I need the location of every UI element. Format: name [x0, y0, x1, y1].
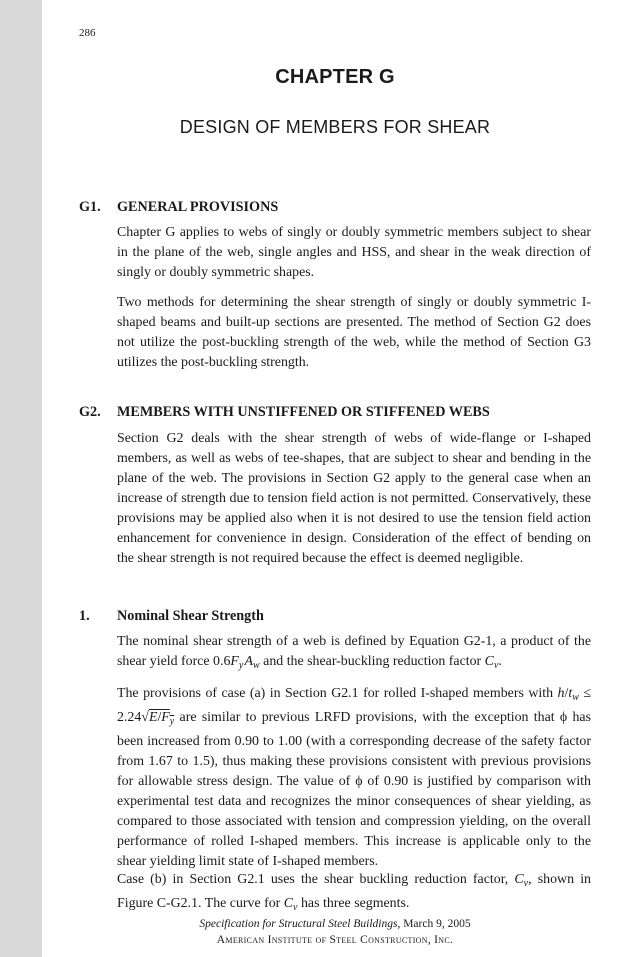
paragraph: The nominal shear strength of a web is defined by Equation G2-1, a product of the shear yield force $0.6F_y$ $A_w$ and the shear-buckling reduction factor $C_v$. — [117, 634, 591, 671]
spec-title: Specification for Structural Steel Buildings, — [199, 918, 401, 930]
page-gutter — [0, 0, 42, 957]
chapter-subtitle: DESIGN OF MEMBERS FOR SHEAR — [179, 117, 491, 137]
section-title: Nominal Shear Strength — [117, 608, 264, 624]
paragraph: Two methods for determining the shear strength of singly or doubly symmetric I-shaped beams and built-up sections are presented. The method of Section G2 does not utilize the post-buckling strength of the web, while the method of Section G3 utilizes the post-buckling strength. — [117, 295, 591, 370]
subsection-heading-1 — [79, 608, 264, 625]
footer-org: American Institute of Steel Construction, Inc. — [216, 934, 454, 946]
text-run: The nominal shear strength of a web is defined by Equation G2-1, a product of the shear yield force 0.6 — [117, 634, 591, 669]
section-number: G1. — [79, 199, 101, 215]
section-title: MEMBERS WITH UNSTIFFENED OR STIFFENED WEBS — [117, 404, 490, 420]
section-number: G2. — [79, 404, 101, 420]
page-number: 286 — [79, 27, 96, 39]
paragraph: Section G2 deals with the shear strength of webs of wide-flange or I-shaped members, as well as webs of tee-shapes, that are subject to shear and bending in the plane of the web. The provisions in Section G2 apply to the general case when an increase of strength due to tension field action is not permitted. Conservatively, these provisions may be applied also when it is not desired to use the tension field action enhancement for convenience in design. Consideration of the effect of bending on the shear strength is not required because the effect is deemed negligible. — [117, 431, 591, 566]
chapter-title: CHAPTER G — [275, 66, 395, 88]
section-heading-g2 — [79, 404, 490, 421]
text-run: , shown in Figure C-G2.1. The curve for — [117, 872, 591, 911]
spec-date: March 9, 2005 — [400, 918, 471, 930]
text-run: are similar to previous LRFD provisions, with the exception that ϕ has been increased from 0.90 to 1.00 (with a corresponding decrease of the safety factor from 1.67 to 1.5), thus making these provisions consistent with previous provisions for allowable stress design. The value of ϕ of 0.90 is justified by comparison with experimental test data and recognizes the minor consequences of shear yielding, as compared to those associated with tension and compression yielding, on the overall performance of rolled I-shaped members. This increase is applicable only to the shear yielding limit state of I-shaped members. — [117, 710, 591, 869]
section-heading-g1 — [79, 199, 278, 216]
text-run: Case (b) in Section G2.1 uses the shear buckling reduction factor, — [117, 872, 515, 887]
section-title: GENERAL PROVISIONS — [117, 199, 279, 215]
paragraph: Chapter G applies to webs of singly or doubly symmetric members subject to shear in the plane of the web, single angles and HSS, and shear in the weak direction of singly or doubly symmetric shapes. — [117, 225, 591, 280]
paragraph: The provisions of case (a) in Section G2.1 for rolled I-shaped members with $h/t_w \le 2.24√E/F_y$ are similar to previous LRFD provisions, with the exception that ϕ has been increased from 0.90 to 1.00 (with a corresponding decrease of the safety factor from 1.67 to 1.5), thus making these provisions consistent with previous provisions for allowable stress design. The value of ϕ of 0.90 is justified by comparison with experimental test data and recognizes the minor consequences of shear yielding, as compared to those associated with tension and compression yielding, on the overall performance of rolled I-shaped members. This increase is applicable only to the shear yielding limit state of I-shaped members. — [117, 686, 591, 869]
text-run: has three segments. — [297, 896, 410, 911]
text-run: The provisions of case (a) in Section G2.1 for rolled I-shaped members with — [117, 686, 558, 701]
section-number: 1. — [79, 608, 90, 624]
paragraph: Case (b) in Section G2.1 uses the shear buckling reduction factor, $C_v$, shown in Figure C-G2.1. The curve for $C_v$ has three segments. — [117, 872, 591, 913]
footer-spec — [0, 918, 638, 930]
text-run: and the shear-buckling reduction factor — [259, 654, 485, 669]
